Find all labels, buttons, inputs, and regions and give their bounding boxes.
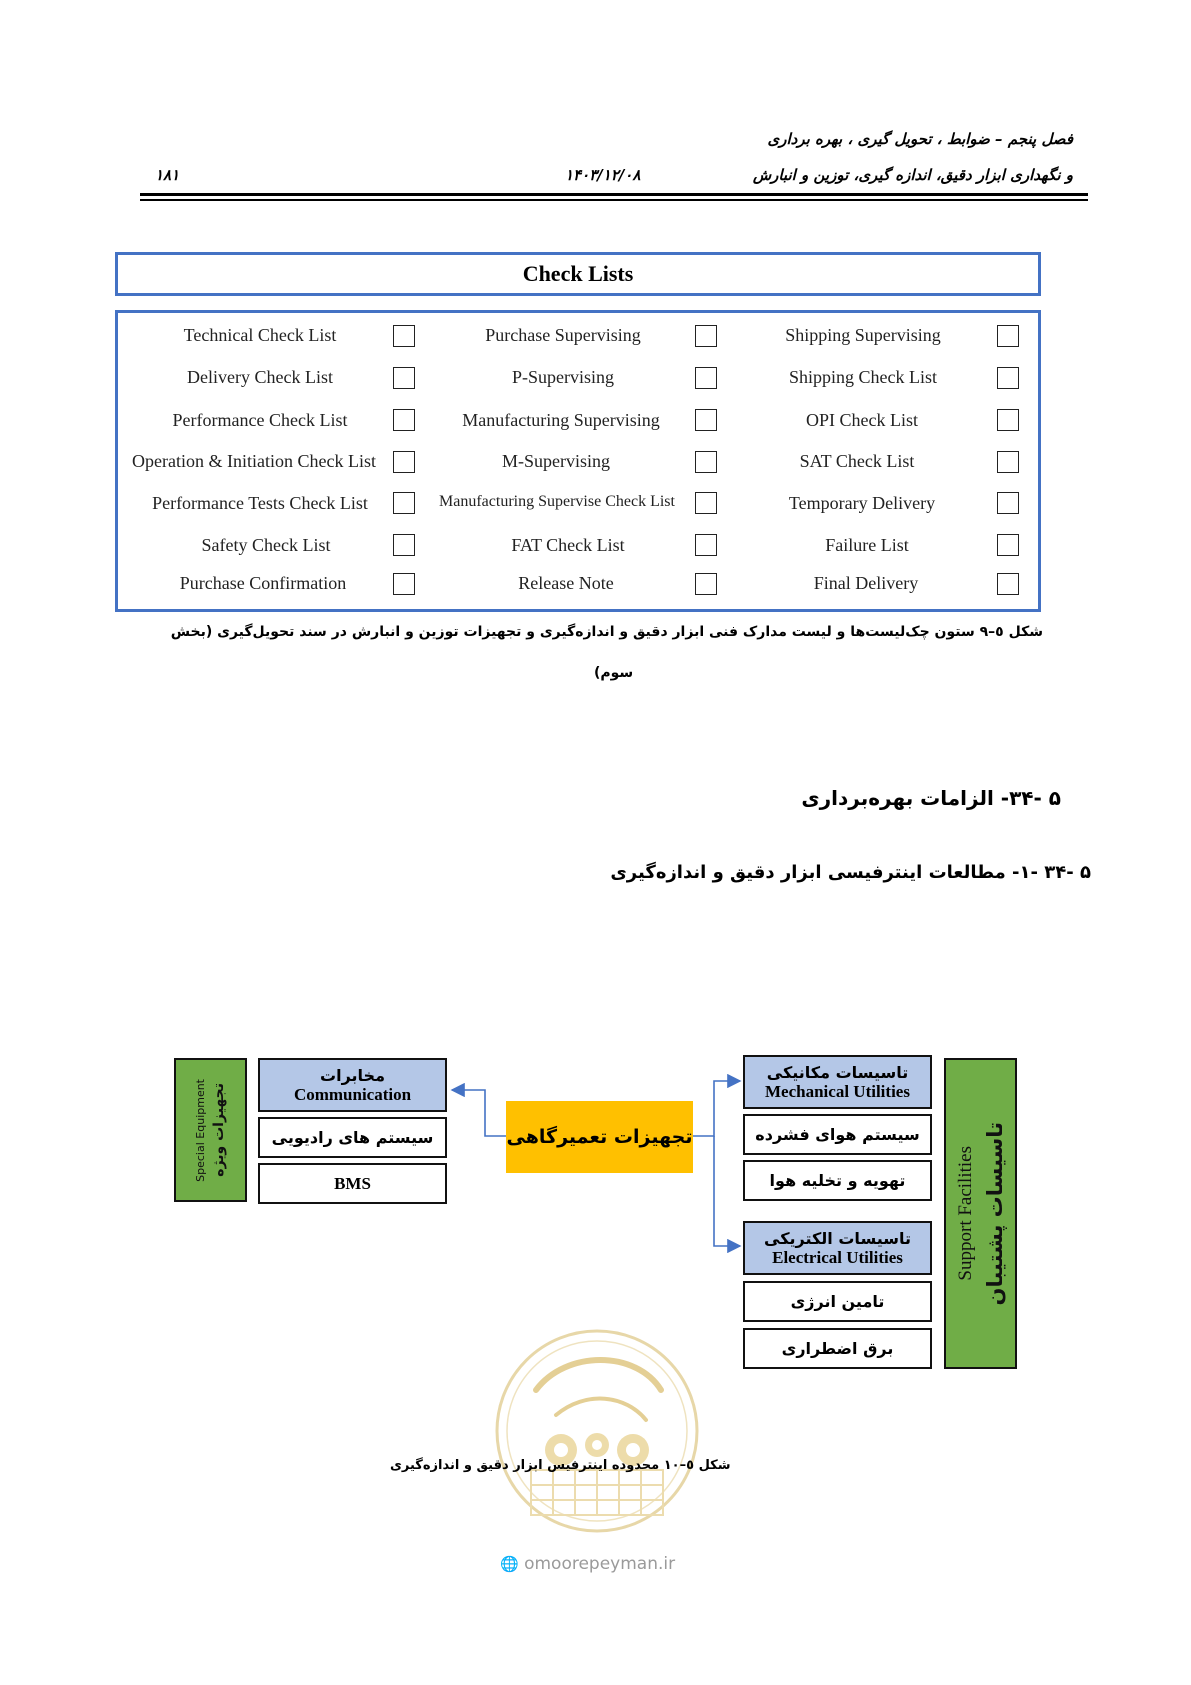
checklist-item-label: Purchase Supervising [485, 325, 641, 345]
checklist-title: Check Lists [522, 261, 634, 286]
page-number: ۱۸۱ [155, 166, 180, 184]
checklist-item-label: Safety Check List [201, 535, 331, 555]
mechanical-utilities-en: Mechanical Utilities [765, 1081, 910, 1101]
communication-box [258, 1058, 447, 1112]
checklist-item-label: Technical Check List [183, 325, 337, 345]
special-equipment-en: Special Equipment [194, 1078, 207, 1182]
emergency-power-label: برق اضطراری [781, 1339, 894, 1358]
radio-systems-label: سیستم های رادیویی [271, 1128, 434, 1147]
checklist-item-label: Shipping Supervising [785, 325, 941, 345]
electrical-utilities-box [743, 1221, 932, 1275]
support-facilities-bar [944, 1058, 1017, 1369]
compressed-air-box [743, 1114, 932, 1155]
checklist-item-label: Operation & Initiation Check List [132, 451, 376, 471]
checklist-item-label: Manufacturing Supervising [462, 410, 660, 430]
energy-supply-label: تامین انرژی [790, 1292, 885, 1311]
checklist-item-label: M-Supervising [502, 451, 610, 471]
emergency-power-box [743, 1328, 932, 1369]
watermark-seal [486, 1320, 708, 1542]
watermark-url [500, 1554, 675, 1574]
checklist-item-label: Performance Tests Check List [152, 493, 368, 513]
bms-label: BMS [334, 1173, 371, 1193]
electrical-utilities-fa: تاسیسات الکتریکی [764, 1228, 911, 1248]
checklist-item-label: Final Delivery [813, 573, 919, 593]
radio-systems-box [258, 1117, 447, 1158]
ventilation-box [743, 1160, 932, 1201]
chapter-title-line1: فصل پنجم – ضوابط ، تحویل گیری ، بهره برداری [767, 130, 1073, 148]
checklist-item-label: Release Note [518, 573, 614, 593]
globe-icon: 🌐 [500, 1555, 519, 1573]
checklist-item-label: OPI Check List [806, 410, 918, 430]
bms-box [258, 1163, 447, 1204]
figure-caption-continued: سوم) [594, 665, 634, 681]
compressed-air-label: سیستم هوای فشرده [755, 1125, 920, 1144]
checklist-item-label: FAT Check List [511, 535, 625, 555]
checklist-item-label: Shipping Check List [789, 367, 937, 387]
header-date: ۱۴۰۳/۱۲/۰۸ [565, 166, 641, 184]
electrical-utilities-en: Electrical Utilities [772, 1247, 903, 1267]
chapter-title-line2: و نگهداری ابزار دقیق، اندازه گیری، توزین و انبارش [752, 166, 1073, 184]
support-facilities-en: Support Facilities [954, 1146, 976, 1281]
workshop-equipment-box [506, 1101, 693, 1173]
support-facilities-fa: تاسیسات پشتیبان [982, 1121, 1007, 1306]
section-heading: ۵ -۳۴- الزامات بهره‌برداری [801, 786, 1061, 810]
checklist-item-label: Purchase Confirmation [179, 573, 347, 593]
special-equipment-fa: تجهیزات ویژه [211, 1083, 227, 1177]
communication-en: Communication [293, 1084, 412, 1104]
checklist-item-label: SAT Check List [799, 451, 915, 471]
ventilation-label: تهویه و تخلیه هوا [769, 1171, 906, 1190]
checklist-item-label: Temporary Delivery [788, 493, 936, 513]
mechanical-utilities-fa: تاسیسات مکانیکی [766, 1062, 909, 1082]
workshop-equipment-label: تجهیزات تعمیرگاهی [506, 1126, 693, 1148]
checklist-item-label: Manufacturing Supervise Check List [439, 493, 675, 510]
special-equipment-bar [174, 1058, 247, 1202]
checklist-item-label: Delivery Check List [187, 367, 333, 387]
mechanical-utilities-box [743, 1055, 932, 1109]
figure-caption: شکل ٥–۹ ستون چک‌لیست‌ها و لیست مدارک فنی ابزار دقیق و اندازه‌گیری و تجهیزات توزین و انبارش در سند تحویل‌گیری (بخش [170, 624, 1043, 640]
checklist-item-label: Failure List [825, 535, 909, 555]
checklist-item-label: Performance Check List [172, 410, 348, 430]
subsection-heading: ۵ -۳۴ -۱- مطالعات اینترفیسی ابزار دقیق و اندازه‌گیری [610, 862, 1091, 883]
checklist-item-label: P-Supervising [511, 367, 615, 387]
energy-supply-box [743, 1281, 932, 1322]
watermark-url-text: omoorepeyman.ir [524, 1554, 676, 1574]
communication-fa: مخابرات [320, 1065, 385, 1085]
figure-caption-2: شکل ٥–۱۰ محدوده اینترفیس ابزار دقیق و اندازه‌گیری [390, 1458, 731, 1473]
